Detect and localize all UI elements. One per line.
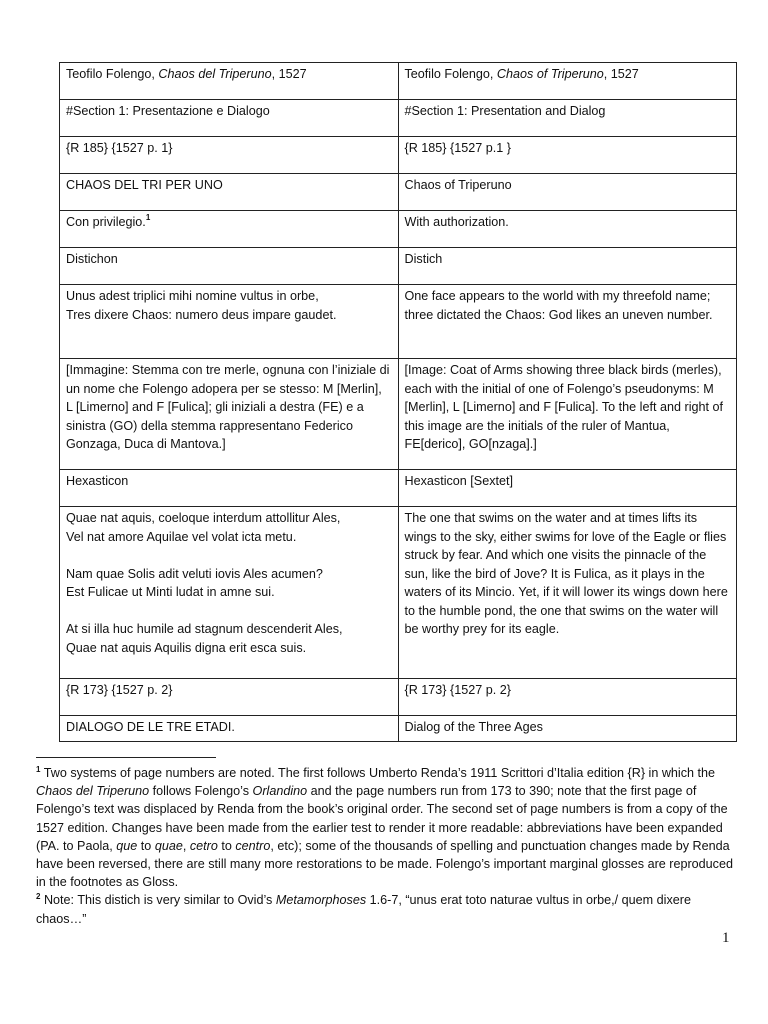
blank-line (66, 602, 392, 621)
bilingual-text-table (59, 62, 737, 742)
english-text: {R 173} {1527 p. 2} (404, 683, 511, 697)
footnote-italic-term: Orlandino (252, 784, 308, 799)
italian-text: DIALOGO DE LE TRE ETADI. (66, 720, 235, 734)
english-cell (398, 285, 737, 359)
footnote-italic-term: centro (235, 838, 271, 853)
footnote-2 (36, 891, 736, 927)
english-cell (398, 248, 737, 285)
italian-cell (60, 63, 399, 100)
footnote-1 (36, 764, 736, 891)
footnote-text: , (182, 838, 190, 853)
italian-verse-line: At si illa huc humile ad stagnum descenderit Ales, (66, 622, 343, 636)
english-cell (398, 507, 737, 679)
italian-verse-line: Vel nat amore Aquilae vel volat icta metu. (66, 529, 297, 544)
english-text: Hexasticon [Sextet] (404, 474, 513, 488)
table-row (60, 716, 737, 742)
italian-text: CHAOS DEL TRI PER UNO (66, 178, 223, 192)
italian-text: Hexasticon (66, 474, 129, 488)
italian-cell (60, 470, 399, 507)
table-row (60, 63, 737, 100)
table-row (60, 137, 737, 174)
english-cell (398, 470, 737, 507)
italian-cell (60, 137, 399, 174)
italian-cell (60, 100, 399, 137)
english-cell (398, 137, 737, 174)
english-text: The one that swims on the water and at times lifts its wings to the sky, either swims for love of the Eagle or flies struck by fear. And which one visits the pinnacle of the sun, like the bird of Jove? It is Fulica, as it plays in the waters of its Mincio. Yet, if it will lower its wings down here to the humble pond, the one that swims on the water will be worthy prey for its eagle. (404, 511, 728, 636)
table-row (60, 174, 737, 211)
table-row (60, 679, 737, 716)
italian-text: {R 185} {1527 p. 1} (66, 141, 173, 155)
english-cell (398, 359, 737, 470)
footnote-text: Note: This distich is very similar to Ovid’s (40, 893, 276, 908)
english-cell (398, 63, 737, 100)
italian-cell (60, 359, 399, 470)
english-text: [Image: Coat of Arms showing three black birds (merles), each with the initial of one of Folengo’s pseudonyms: M [Merlin], L [Limerno] and F [Fulica]. To the left and right of this image are the initials of the ruler of Mantua, FE[derico], GO[nzaga].] (404, 363, 723, 451)
footnote-italic-term: quae (154, 838, 183, 853)
italian-verse-line: Nam quae Solis adit veluti iovis Ales acumen? (66, 566, 323, 581)
italian-verse-line: Quae nat aquis Aquilis digna erit esca suis. (66, 640, 307, 655)
english-cell (398, 716, 737, 742)
english-cell (398, 174, 737, 211)
italian-text: , 1527 (271, 67, 307, 81)
italian-cell (60, 174, 399, 211)
footnote-text: , etc); some of the thousands of spelling and punctuation changes made by Renda have been reversed, there are still many more restorations to be made. Folengo’s important marginal glosses are reproduced in the footnotes as Gloss. (36, 838, 733, 890)
footnote-separator (36, 757, 216, 758)
italian-cell (60, 211, 399, 248)
table-row (60, 248, 737, 285)
english-text: With authorization. (404, 215, 509, 229)
italian-verse-line: Quae nat aquis, coeloque interdum attollitur Ales, (66, 511, 341, 525)
english-text: One face appears to the world with my threefold name; three dictated the Chaos: God likes an uneven number. (404, 289, 713, 322)
footnote-mark: 1 (36, 764, 41, 774)
page-number: 1 (722, 930, 730, 946)
table-row (60, 470, 737, 507)
footnote-text: to (217, 838, 236, 853)
italian-text: Con privilegio. (66, 215, 146, 229)
italian-cell (60, 285, 399, 359)
english-text: #Section 1: Presentation and Dialog (404, 104, 606, 118)
italian-text: #Section 1: Presentazione e Dialogo (66, 104, 270, 118)
footnote-reference[interactable]: 1 (145, 212, 151, 222)
english-text: Teofilo Folengo, (404, 67, 497, 81)
italian-text: [Immagine: Stemma con tre merle, ognuna con l’iniziale di un nome che Folengo adopera per se stesso: M [Merlin], L [Limerno] and F [Fulica]; gli iniziali a destra (FE) e a sinistra (GO) della stemma rappresentano Federico Gonzaga, Duca di Mantova.] (66, 363, 390, 451)
italian-verse-line: Unus adest triplici mihi nomine vultus in orbe, (66, 289, 319, 303)
italian-cell (60, 507, 399, 679)
english-cell (398, 100, 737, 137)
footnote-text: 1.6-7, “unus erat toto naturae vultus in orbe,/ quem dixere chaos…” (36, 893, 691, 926)
table-row (60, 285, 737, 359)
italian-text: {R 173} {1527 p. 2} (66, 683, 173, 697)
italian-cell (60, 679, 399, 716)
footnote-text: and the page numbers run from 173 to 390; note that the first page of Folengo’s text was displaced by Renda from the book’s original order. The second set of page numbers is from a copy of the 1527 edition. Changes have been made from the earlier test to render it more readable: abbreviations have been expanded (PA. to Paola, (36, 784, 728, 853)
english-text: Chaos of Triperuno (404, 178, 512, 192)
table-row (60, 507, 737, 679)
italian-cell (60, 716, 399, 742)
table-row (60, 211, 737, 248)
italian-verse-line: Est Fulicae ut Minti ludat in amne sui. (66, 585, 275, 599)
english-cell (398, 211, 737, 248)
work-title: Chaos of Triperuno (496, 67, 604, 81)
english-cell (398, 679, 737, 716)
footnote-mark: 2 (36, 892, 41, 902)
italian-verse-line: Tres dixere Chaos: numero deus impare gaudet. (66, 307, 337, 322)
english-text: {R 185} {1527 p.1 } (404, 141, 511, 155)
italian-text: Distichon (66, 252, 118, 266)
blank-line (66, 546, 392, 565)
english-text: Dialog of the Three Ages (404, 720, 543, 734)
english-text: , 1527 (603, 67, 639, 81)
footnote-text: Two systems of page numbers are noted. The first follows Umberto Renda’s 1911 Scrittori d’Italia edition {R} in which the (40, 766, 716, 780)
table-row (60, 100, 737, 137)
footnote-text: follows Folengo’s (149, 784, 253, 799)
table-row (60, 359, 737, 470)
footnote-text: to (137, 838, 155, 853)
footnote-italic-term: cetro (189, 838, 218, 853)
footnote-italic-term: Metamorphoses (275, 893, 367, 908)
footnote-italic-term: Chaos del Triperuno (36, 784, 150, 799)
footnotes (36, 764, 736, 928)
italian-text: Teofilo Folengo, (66, 67, 159, 81)
footnote-italic-term: que (116, 838, 138, 853)
italian-cell (60, 248, 399, 285)
work-title: Chaos del Triperuno (158, 67, 272, 81)
english-text: Distich (404, 252, 443, 266)
